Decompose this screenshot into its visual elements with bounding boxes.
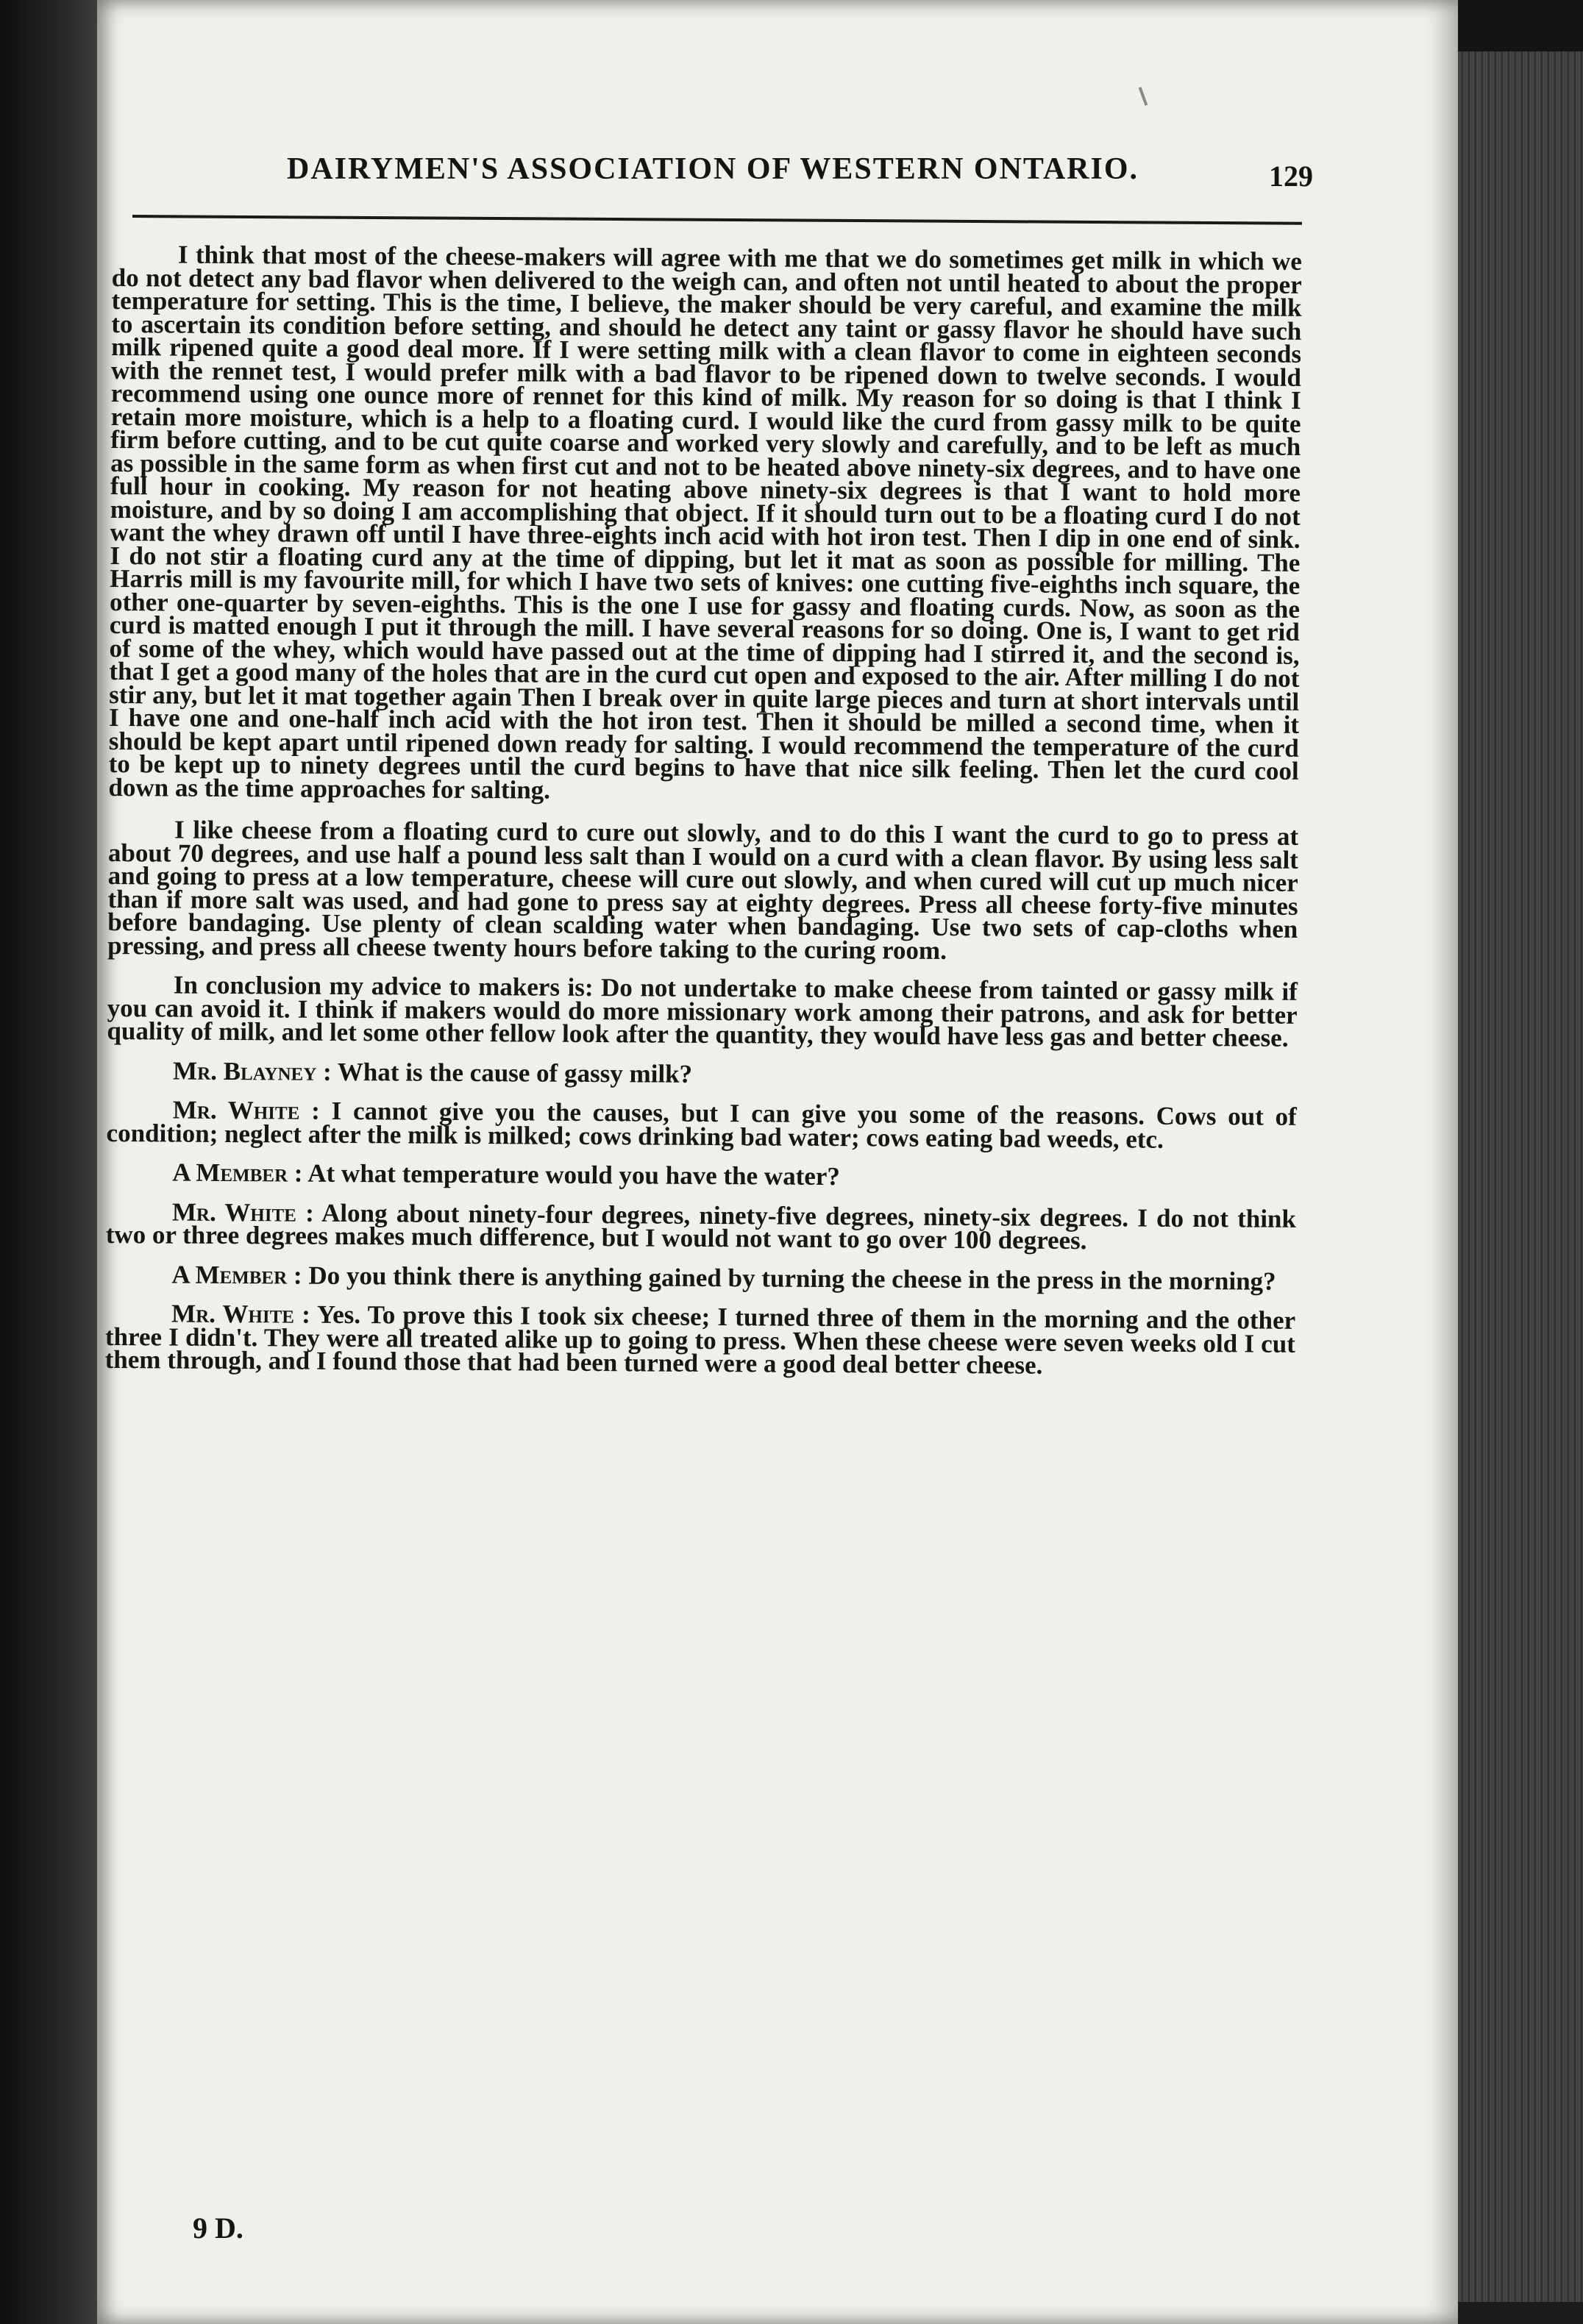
page-number: 129	[1269, 160, 1313, 193]
scan-speck	[1139, 87, 1148, 106]
paragraph: In conclusion my advice to makers is: Do not undertake to make cheese from tainted or gassy milk if you can avoid it. I think if makers would do more missionary work among their patrons, and ask for better quality of milk, and let some other fellow look after the quantity, they would have less gas and better cheese.	[107, 970, 1298, 1052]
dialogue-line	[104, 1299, 1296, 1380]
paragraph: I like cheese from a floating curd to cure out slowly, and to do this I want the curd to go to press at about 70 degrees, and use half a pound less salt than I would on a curd with a clean flavor. By using less salt and going to press at a low temperature, cheese will cure out slowly, and when cured will cut up much nicer than if more salt was used, and had gone to press say at eighty degrees. Press all cheese forty-five minutes before bandaging. Use plenty of clean scalding water when bandaging. Use two sets of cap-cloths when pressing, and press all cheese twenty hours before taking to the curing room.	[107, 815, 1299, 965]
page-stack-shadow	[1458, 0, 1583, 51]
dialogue-line	[107, 1058, 1297, 1088]
speaker-name: Mr. Blayney	[173, 1056, 317, 1086]
header-title: DAIRYMEN'S ASSOCIATION OF WESTERN ONTARIO.	[287, 152, 1139, 186]
speaker-name: A Member	[172, 1158, 288, 1188]
dialogue-text: : At what temperature would you have the water?	[294, 1158, 840, 1191]
dialogue-text: : What is the cause of gassy milk?	[322, 1057, 693, 1088]
speaker-name: Mr. White	[171, 1299, 295, 1329]
scan-left-edge	[0, 0, 97, 2324]
dialogue-text: : I cannot give you the causes, but I can give you some of the reasons. Cows out of condition; neglect after the milk is milked; cows drinking bad water; cows eating bad weeds, etc.	[106, 1096, 1297, 1154]
dialogue-line	[105, 1260, 1295, 1296]
paragraph: I think that most of the cheese-makers will agree with me that we do sometimes get milk in which we do not detect any bad flavor when delivered to the weigh can, and often not until heated to about the proper temperature for setting. This is the time, I believe, the maker should be very careful, and examine the milk to ascertain its condition before setting, and should he detect any taint or gassy flavor he should have such milk ripened quite a good deal more. If I were setting milk with a clean flavor to come in eighteen seconds with the rennet test, I would prefer milk with a bad flavor to be ripened down to twelve seconds. I would recommend using one ounce more of rennet for this kind of milk. My reason for so doing is that I think I retain more moisture, which is a help to a floating curd. I would like the curd from gassy milk to be quite firm before cutting, and to be cut quite coarse and worked very slowly and carefully, and to be left as much as possible in the same form as when first cut and not to be heated above ninety-six degrees, and to have one full hour in cooking. My reason for not heating above ninety-six degrees is that I want to hold more moisture, and by so doing I am accomplishing that object. If it should turn out to be a floating curd I do not want the whey drawn off until I have three-eights inch acid with hot iron test. Then I dip in one end of sink. I do not stir a floating curd any at the time of dipping, but let it mat as soon as possible for milling. The Harris mill is my favourite mill, for which I have two sets of knives: one cutting five-eighths inch square, the other one-quarter by seven-eighths. This is the one I use for gassy and floating curds. Now, as soon as the curd is matted enough I put it through the mill. I have several reasons for so doing. One is, I want to get rid of some of the whey, which would have passed out at the time of dipping had I stirred it, and the second is, that I get a good many of the holes that are in the curd cut open and exposed to the air. After milling I do not stir any, but let it mat together again Then I break over in quite large pieces and turn at short intervals until I have one and one-half inch acid with the hot iron test. Then it should be milled a second time, when it should be kept apart until ripened down ready for salting. I would recommend the temperature of the curd to be kept up to ninety degrees until the curd begins to have that nice silk feeling. Then let the curd cool down as the time approaches for salting.	[108, 240, 1302, 805]
dialogue-text: : Do you think there is anything gained by turning the cheese in the press in the morning?	[293, 1261, 1276, 1296]
dialogue-text: : Yes. To prove this I took six cheese; I turned three of them in the morning and the other three I didn't. They were all treated alike up to going to press. When these cheese were seven weeks old I cut them through, and I found those that had been turned were a good deal better cheese.	[104, 1300, 1296, 1380]
speaker-name: Mr. White	[171, 1197, 297, 1227]
body-text	[104, 240, 1302, 1394]
dialogue-line	[106, 1158, 1296, 1191]
page-stack-edge	[1458, 51, 1583, 2302]
speaker-name: A Member	[171, 1260, 288, 1289]
dialogue-text: : Along about ninety-four degrees, ninety-five degrees, ninety-six degrees. I do not think two or three degrees makes much difference, but I would not want to go over 100 degrees.	[105, 1198, 1297, 1255]
running-header	[199, 146, 1390, 204]
signature-mark: 9 D.	[193, 2211, 243, 2245]
dialogue-line	[105, 1197, 1297, 1255]
speaker-name: Mr. White	[172, 1095, 300, 1125]
dialogue-line	[106, 1095, 1297, 1154]
